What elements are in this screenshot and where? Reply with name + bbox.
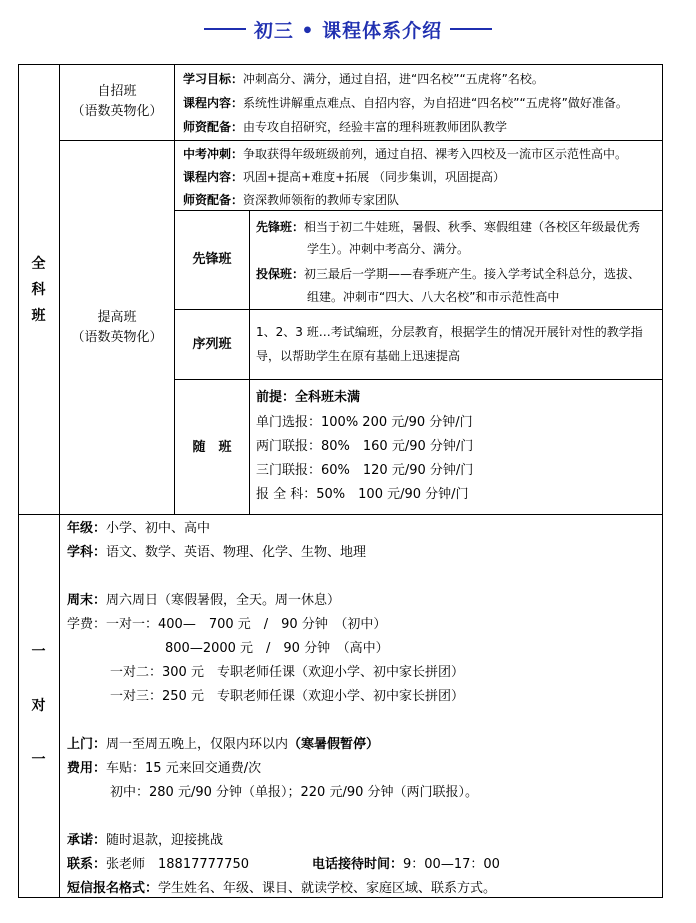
self-recruit-class-cell: [60, 64, 175, 141]
one-on-one-label: 一 对 一: [18, 514, 60, 898]
sequence-class-name: 序列班: [192, 336, 232, 352]
self-recruit-class-name: 自招班: [97, 84, 137, 99]
advanced-row-teachers: 师资配备：资深教师领衔的教师专家团队: [183, 193, 400, 207]
follow-class-name: 随 班: [192, 439, 232, 455]
sms-format-line: 短信报名格式：学生姓名、年级、课目、就读学校、家庭区域、联系方式。: [67, 881, 497, 896]
follow-price-4: 报 全 科：50% 100 元/90 分钟/门: [256, 487, 469, 502]
vanguard-item-2: 投保班：初三最后一学期——春季班产生。接入学考试全科总分，选拔、: [256, 267, 641, 281]
vanguard-item-1-cont: 学生）。冲刺中考高分、满分。: [307, 242, 470, 256]
fee-line-4: 一对三：250 元 专职老师任课（欢迎小学、初中家长拼团）: [110, 689, 464, 704]
page-title: 初三 • 课程体系介绍: [253, 19, 443, 42]
follow-price-2: 两门联报：80% 160 元/90 分钟/门: [256, 439, 474, 454]
advanced-row-content: 课程内容：巩固+提高+难度+拓展 （同步集训，巩固提高）: [183, 170, 505, 184]
vanguard-details: [250, 211, 663, 310]
self-recruit-class-subjects: （语数英物化）: [71, 104, 163, 119]
grade-line: 年级：小学、初中、高中: [67, 521, 211, 536]
self-recruit-details: [175, 64, 663, 141]
vanguard-item-2-cont: 组建。冲刺市“四大、八大名校”和市示范性高中: [307, 290, 560, 304]
one-on-one-details: [60, 514, 663, 898]
sequence-class-cell: [175, 310, 250, 380]
advanced-class-name: 提高班: [97, 310, 137, 325]
vanguard-class-name: 先锋班: [192, 252, 232, 267]
advanced-class-subjects: （语数英物化）: [71, 330, 163, 345]
all-subjects-label: 全 科 班: [18, 64, 60, 515]
promise-line: 承诺：随时退款，迎接挑战: [67, 833, 224, 848]
title-right-rule: [450, 28, 492, 30]
advanced-details: [175, 141, 663, 211]
contact-line: 联系：张老师 18817777750: [67, 857, 249, 872]
fee-line-3: 一对二：300 元 专职老师任课（欢迎小学、初中家长拼团）: [110, 665, 464, 680]
fee-line-2: 800—2000 元 / 90 分钟 （高中）: [165, 641, 389, 656]
follow-price-3: 三门联报：60% 120 元/90 分钟/门: [256, 463, 474, 478]
advanced-class-cell: [60, 141, 175, 515]
cost-line-2: 初中：280 元/90 分钟（单报）；220 元/90 分钟（两门联报）。: [110, 785, 478, 800]
self-recruit-row-goal: 学习目标：冲刺高分、满分，通过自招，进“四名校”“五虎将”名校。: [183, 72, 544, 86]
sequence-details: [250, 310, 663, 380]
weekend-line: 周末：周六周日（寒假暑假，全天。周一休息）: [67, 593, 341, 608]
cost-line-1: 费用：车贴：15 元来回交通费/次: [67, 761, 262, 776]
follow-price-1: 单门选报：100% 200 元/90 分钟/门: [256, 415, 473, 430]
advanced-row-sprint: 中考冲刺：争取获得年级班级前列，通过自招、裸考入四校及一流市区示范性高中。: [183, 147, 628, 161]
vanguard-class-cell: [175, 211, 250, 310]
title-left-rule: [204, 28, 246, 30]
hours-line: 电话接待时间：9：00—17：00: [312, 857, 500, 872]
visit-line: 上门：周一至周五晚上，仅限内环以内（寒暑假暂停）: [67, 737, 380, 752]
sequence-line-2: 导，以帮助学生在原有基础上迅速提高: [256, 349, 461, 363]
title-row: [0, 14, 696, 44]
follow-premise: 前提：全科班未满: [256, 390, 361, 405]
self-recruit-row-teachers: 师资配备：由专攻自招研究，经验丰富的理科班教师团队教学: [183, 120, 508, 134]
fee-line-1: 学费：一对一：400— 700 元 / 90 分钟 （初中）: [67, 617, 387, 632]
follow-details: [250, 380, 663, 515]
vanguard-item-1: 先锋班：相当于初二牛娃班，暑假、秋季、寒假组建（各校区年级最优秀: [256, 220, 641, 234]
subject-line: 学科：语文、数学、英语、物理、化学、生物、地理: [67, 545, 367, 560]
self-recruit-row-content: 课程内容：系统性讲解重点难点、自招内容，为自招进“四名校”“五虎将”做好准备。: [183, 96, 628, 110]
follow-class-cell: [175, 380, 250, 515]
sequence-line-1: 1、2、3 班…考试编班，分层教育，根据学生的情况开展针对性的教学指: [256, 325, 643, 339]
